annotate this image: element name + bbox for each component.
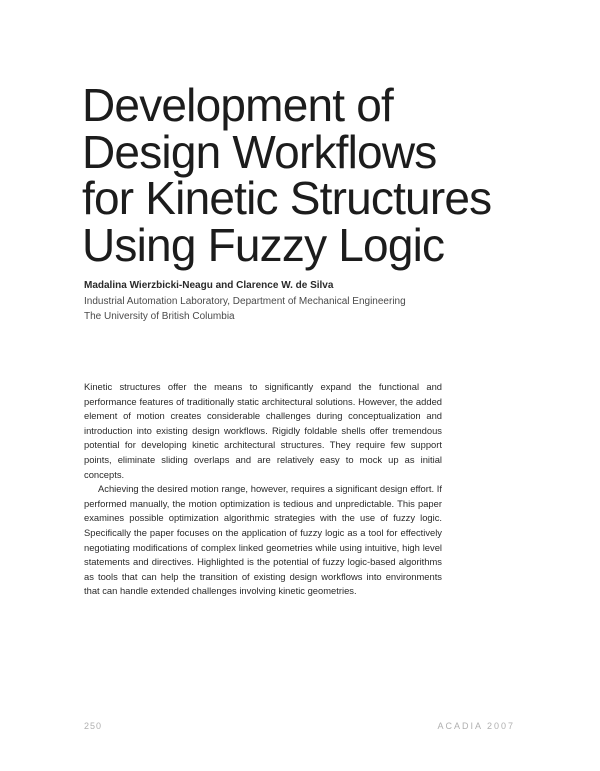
abstract-paragraph: Achieving the desired motion range, however, requires a significant design effort. If performed manually, the motion optimization is tedious and unpredictable. This paper examines possible optimization algorithmic strategies with the use of fuzzy logic. Specifically the paper focuses on the application of fuzzy logic as a tool for effectively negotiating modifications of complex linked geometries while using intuitive, high level statements and directives. Highlighted is the potential of fuzzy logic-based algorithms as tools that can help the transition of existing design workflows into environments that can handle extended challenges involving kinetic geometries. [84, 483, 442, 597]
title-line: Development of [82, 79, 393, 131]
author-names: Madalina Wierzbicki-Neagu and Clarence W. de Silva [84, 280, 334, 291]
affiliation-line: Industrial Automation Laboratory, Department of Mechanical Engineering [84, 296, 406, 307]
title-line: Using Fuzzy Logic [82, 218, 445, 271]
abstract-paragraph: Kinetic structures offer the means to significantly expand the functional and performance features of traditionally static architectural solutions. However, the added element of motion creates considerable challenges during conceptualization and introduction into existing design workflows. Rigidly foldable shells offer tremendous potential for developing kinetic architectural structures. They require few support points, eliminate sliding overlaps and are relatively easy to mock up as initial concepts. [84, 381, 442, 480]
venue-label: ACADIA 2007 [437, 721, 515, 731]
affiliation-line: The University of British Columbia [84, 311, 235, 322]
title-line: for Kinetic Structures [82, 172, 492, 224]
abstract [84, 380, 442, 599]
title-line: Design Workflows [82, 125, 437, 178]
paper-title [82, 79, 542, 271]
page-number: 250 [84, 721, 103, 731]
